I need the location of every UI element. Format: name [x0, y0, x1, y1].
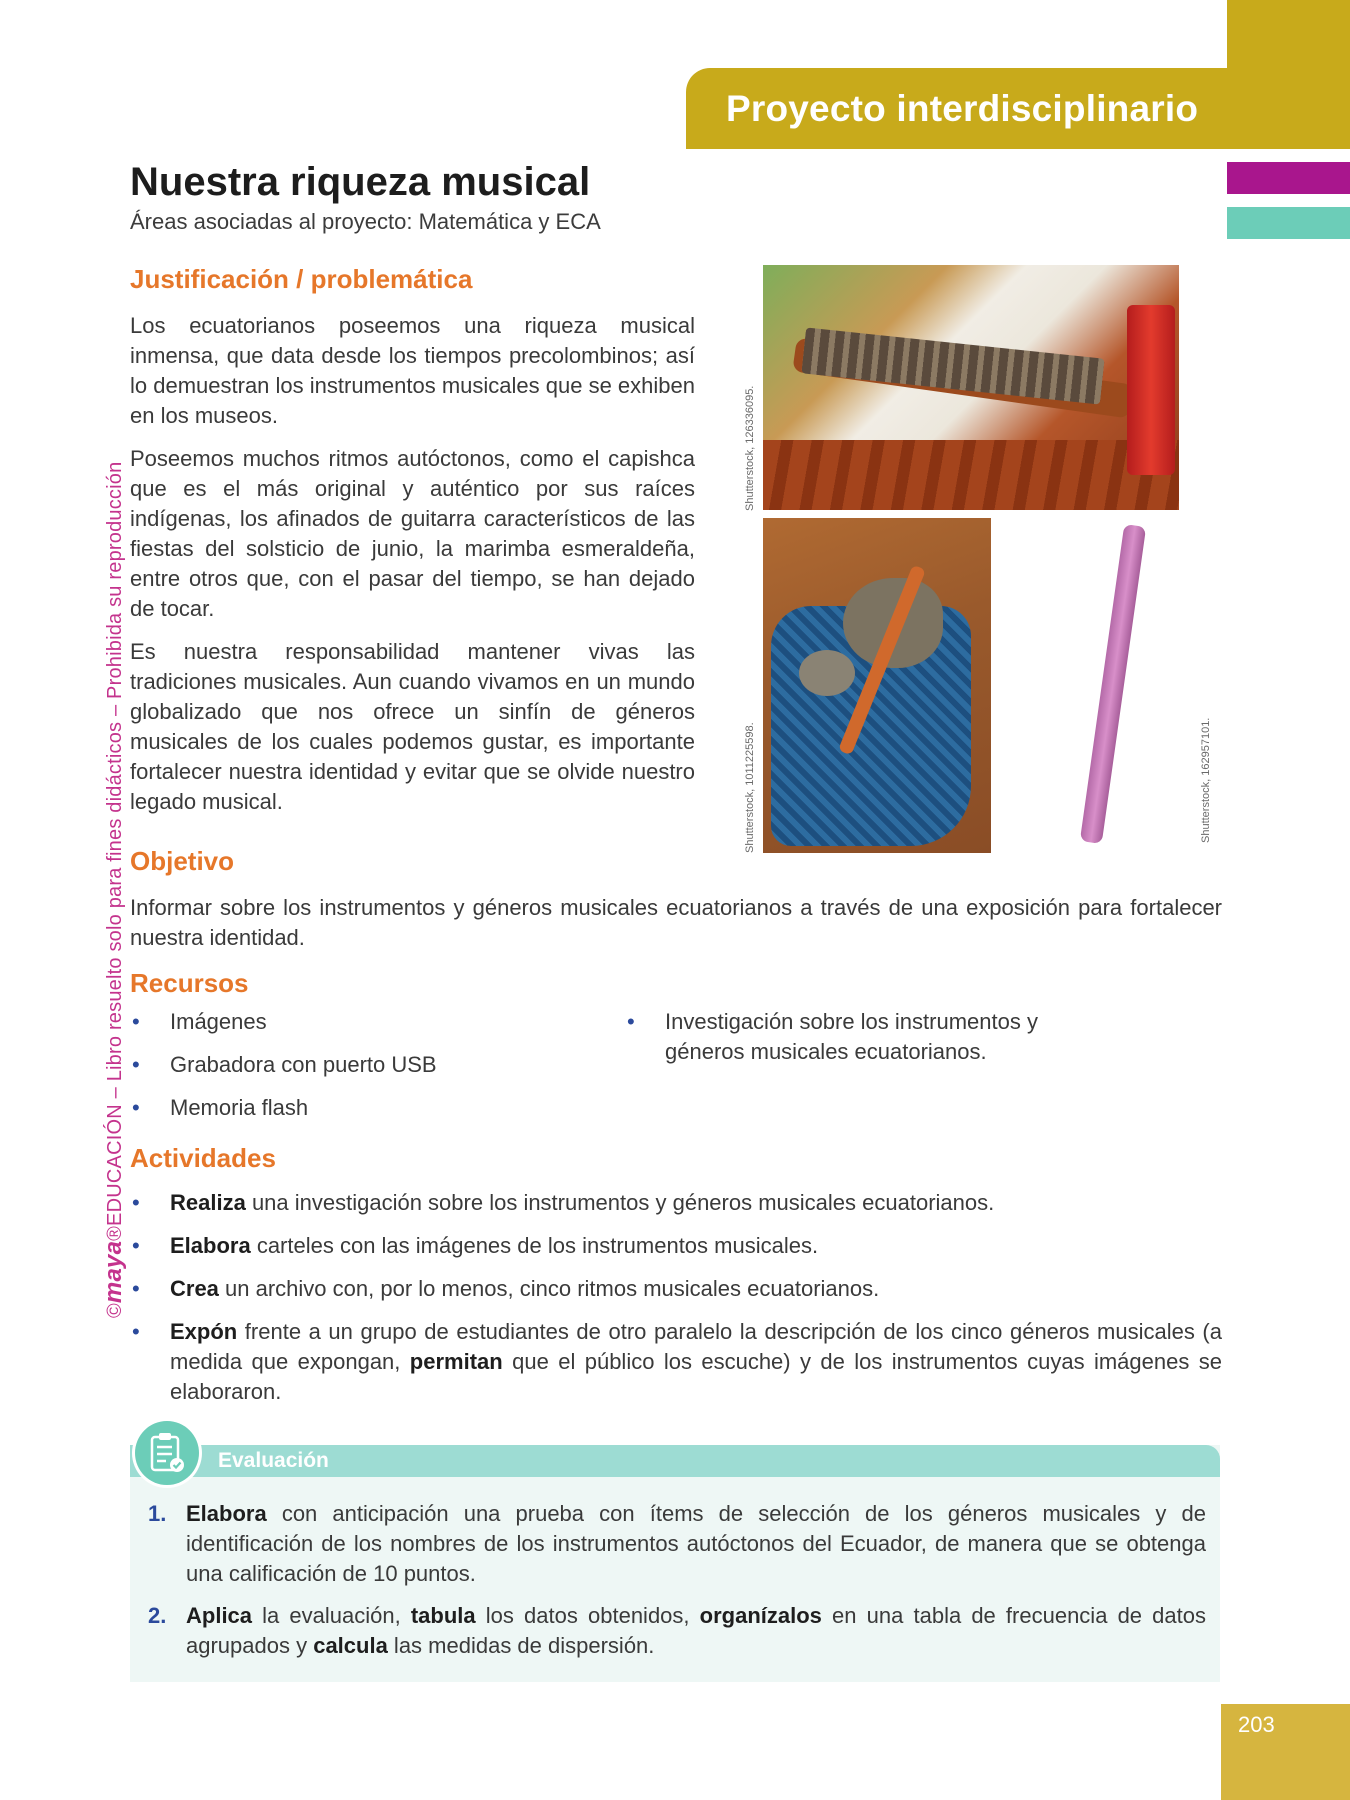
page-number: 203 [1238, 1712, 1275, 1737]
actividades-heading: Actividades [130, 1143, 276, 1173]
list-item: 1. Elabora con anticipación una prueba con ítems de selección de los géneros musicales y de identificación de los nombres de los instrumentos autóctonos del Ecuador, de manera que se obtenga una calificación de 10 puntos. [148, 1501, 1206, 1586]
marimba-photo [763, 265, 1179, 510]
bullet-icon: • [132, 1052, 140, 1077]
actividades-list [130, 1188, 1222, 1420]
header-corner-block [1227, 0, 1350, 70]
list-item: • Crea un archivo con, por lo menos, cinco ritmos musicales ecuatorianos. [130, 1274, 1222, 1304]
bullet-icon: • [627, 1009, 635, 1034]
item-number: 2. [148, 1603, 167, 1628]
list-item: • Elabora carteles con las imágenes de los instrumentos musicales. [130, 1231, 1222, 1261]
recursos-heading: Recursos [130, 968, 249, 998]
bullet-icon: • [132, 1095, 140, 1120]
photo-credit-marimba: Shutterstock, 126336095. [744, 385, 756, 511]
small-stone-shape [799, 650, 855, 696]
objetivo-text: Informar sobre los instrumentos y géneros musicales ecuatorianos a través de una exposición para fortalecer nuestra identidad. [130, 895, 1222, 950]
objetivo-heading: Objetivo [130, 846, 235, 876]
evaluacion-title: Evaluación [218, 1449, 329, 1472]
evaluacion-list [148, 1499, 1206, 1673]
bullet-icon: • [132, 1319, 140, 1344]
list-item: • Imágenes [130, 1007, 590, 1037]
side-notice: EDUCACIÓN – Libro resuelto solo para fines didácticos – Prohibida su reproducción [104, 461, 126, 1226]
justificacion-body [130, 311, 695, 817]
brand-logo-text: maya [100, 1240, 127, 1304]
recursos-list-right [625, 1007, 1045, 1067]
justificacion-paragraph-2: Poseemos muchos ritmos autóctonos, como el capishca que es el más original y auténtico por sus raíces indígenas, los afinados de guitarra característicos de las fiestas del solsticio de junio, la marimba esmeraldeña, entre otros que, con el pasar del tiempo, se han dejado de tocar. [130, 446, 695, 621]
bullet-icon: • [132, 1233, 140, 1258]
bamboo-flute-shape [1080, 524, 1146, 844]
drum-shape [1127, 305, 1175, 475]
page-title: Nuestra riqueza musical [130, 160, 591, 204]
list-item: • Realiza una investigación sobre los instrumentos y géneros musicales ecuatorianos. [130, 1188, 1222, 1218]
list-item: • Investigación sobre los instrumentos y géneros musicales ecuatorianos. [627, 1009, 1038, 1064]
list-item: • Grabadora con puerto USB [130, 1050, 590, 1080]
justificacion-paragraph-1: Los ecuatorianos poseemos una riqueza musical inmensa, que data desde los tiempos precolombinos; así lo demuestran los instrumentos musicales que se exhiben en los museos. [130, 313, 695, 428]
bullet-icon: • [132, 1009, 140, 1034]
list-item: • Memoria flash [130, 1093, 590, 1123]
wooden-flute-photo [763, 518, 991, 853]
page-subtitle: Áreas asociadas al proyecto: Matemática y ECA [130, 209, 601, 234]
list-item: 2. Aplica la evaluación, tabula los datos obtenidos, organízalos en una tabla de frecuencia de datos agrupados y calcula las medidas de dispersión. [148, 1603, 1206, 1658]
item-number: 1. [148, 1501, 167, 1526]
photo-credit-flute-1: Shutterstock, 1011225598. [744, 722, 756, 853]
justificacion-paragraph-3: Es nuestra responsabilidad mantener vivas las tradiciones musicales. Aun cuando vivamos en un mundo globalizado que nos ofrece un sinfín de géneros musicales de los cuales podemos gustar, es importante fortalecer nuestra identidad y evitar que se olvide nuestro legado musical. [130, 639, 695, 814]
list-item: • Expón frente a un grupo de estudiantes de otro paralelo la descripción de los cinco géneros musicales (a medida que expongan, permitan que el público los escuche) y de los instrumentos cuyas imágenes se elaboraron. [132, 1319, 1222, 1404]
teal-stripe [1227, 207, 1350, 239]
justificacion-heading: Justificación / problemática [130, 264, 473, 294]
registered-symbol: ® [104, 1225, 126, 1241]
magenta-stripe [1227, 162, 1350, 194]
side-copyright-text [100, 462, 128, 1318]
header-title: Proyecto interdisciplinario [726, 88, 1199, 129]
bamboo-flute-photo [1048, 518, 1176, 853]
floor-shape [763, 440, 1179, 510]
recursos-list-left [130, 1007, 590, 1123]
bullet-icon: • [132, 1276, 140, 1301]
clipboard-checklist-icon [135, 1421, 199, 1485]
photo-credit-flute-2: Shutterstock, 162957101. [1200, 717, 1212, 843]
copyright-symbol: © [104, 1303, 126, 1318]
bullet-icon: • [132, 1190, 140, 1215]
